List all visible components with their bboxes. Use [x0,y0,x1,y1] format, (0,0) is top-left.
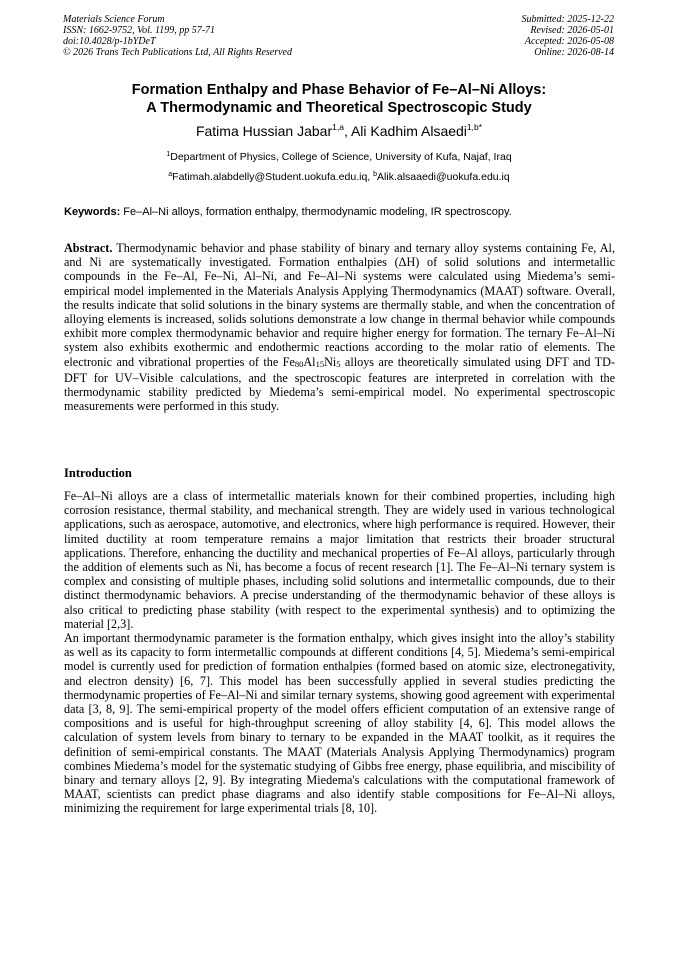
revised-date: Revised: 2026-05-01 [530,25,614,36]
doi-line: doi:10.4028/p-1bYDeT [63,36,156,47]
keywords-text: Fe–Al–Ni alloys, formation enthalpy, thermodynamic modeling, IR spectroscopy. [120,206,512,218]
keywords-label: Keywords: [64,206,121,218]
abstract-text-part-2: alloys are theoretically simulated using DFT and TD-DFT for UV–Visible calculations, and the spectroscopic features are interpreted in correlation with the thermodynamic stability predicted by Miedema’s semi-empirical model. No experimental spectroscopic measurements were performed in this study. [64,354,615,414]
publication-dates [522,14,615,58]
keywords [64,205,616,220]
journal-name: Materials Science Forum [63,14,165,25]
email-a-mark: a [168,171,173,178]
copyright-line: © 2026 Trans Tech Publications Ltd, All Rights Reserved [63,47,292,58]
email-b-mark: b [373,171,378,178]
abstract-subscript-ni: 5 [336,358,341,369]
abstract-text-part-1: Thermodynamic behavior and phase stability of binary and ternary alloy systems containing Fe, Al, and Ni are systematically investigated. Formation enthalpies (ΔH) of solid solutions and intermetallic compounds in the Fe–Al, Fe–Ni, Al–Ni, and Fe–Al–Ni systems were calculated using Miedema’s semi-empirical model implemented in the Materials Analysis Applying Thermodynamics (MAAT) software. Overall, the results indicate that solid solutions in the binary systems are thermally stable, and when the concentration of alloying elements is increased, solids solutions demonstrate a low change in thermal behavior while compounds exhibit more complex thermodynamic behavior and require higher energy for formation. The ternary Fe–Al–Ni system also exhibits exothermic and endothermic reactions according to the molar ratio of elements. The electronic and vibrational properties of the Fe [64,241,615,369]
affiliation [40,150,638,164]
introduction-paragraph-2: An important thermodynamic parameter is the formation enthalpy, which gives insight into the alloy’s stability as well as its capacity to form intermetallic compounds at different conditions [4, 5]. Miedema’s semi-empirical model is currently used for prediction of formation enthalpies (formed based on atomic size, electronegativity, and electron density) [6, 7]. This model has been successfully applied in several studies predicting the thermodynamic properties of Fe–Al–Ni and similar ternary systems, showing good agreement with experimental data [3, 8, 9]. The semi-empirical property of the model offers efficient computation of an extensive range of compositions and is useful for high-throughput screening of alloy stability [4, 6]. This model allows the calculation of system levels from binary to ternary to be expanded in the MAAT toolkit, as it requires the definition of semi-empirical constants. The MAAT (Materials Analysis Applying Thermodynamics) program combines Miedema’s model for the systematic studying of Gibbs free energy, phase equilibria, and miscibility of binary and ternary alloys [2, 9]. By integrating Miedema's calculations with the computational framework of MAAT, scientists can predict phase diagrams and also identify stable compositions for Fe–Al–Ni alloys, minimizing the requirement for large experimental trials [8, 10]. [64,631,615,816]
abstract [64,241,615,413]
introduction-heading: Introduction [64,466,132,480]
introduction-body [64,489,615,816]
abstract-formula-al: Al [303,354,316,369]
author-separator: , [343,123,351,139]
abstract-formula-ni: Ni [324,354,337,369]
abstract-label: Abstract. [64,241,113,255]
author-list [40,122,638,140]
title-line-2: A Thermodynamic and Theoretical Spectroscopic Study [146,100,532,116]
author-2-affiliation-mark: 1,b* [466,122,483,132]
email-b[interactable]: Alik.alsaaedi@uokufa.edu.iq [377,171,510,183]
abstract-subscript-fe: 80 [294,358,304,369]
affiliation-mark: 1 [166,151,171,158]
journal-info [63,14,292,58]
issn-line: ISSN: 1662-9752, Vol. 1199, pp 57-71 [63,25,216,36]
author-2: Ali Kadhim Alsaedi [350,123,467,139]
abstract-subscript-al: 15 [315,358,325,369]
online-date: Online: 2026-08-14 [534,47,614,58]
paper-title [40,81,638,117]
email-separator: , [367,171,374,183]
accepted-date: Accepted: 2026-05-08 [524,36,614,47]
affiliation-text: Department of Physics, College of Science, University of Kufa, Najaf, Iraq [170,151,512,163]
submitted-date: Submitted: 2025-12-22 [521,14,614,25]
author-1-affiliation-mark: 1,a [332,122,344,132]
email-a[interactable]: Fatimah.alabdelly@Student.uokufa.edu.iq [172,171,368,183]
author-1: Fatima Hussian Jabar [195,123,333,139]
introduction-paragraph-1: Fe–Al–Ni alloys are a class of intermetallic materials known for their combined properties, including high corrosion resistance, thermal stability, and mechanical strength. They are widely used in various technological applications, such as aerospace, automotive, and electronics, where high performance is required. However, their limited ductility at room temperature remains a major limitation that restricts their broader structural applications. Therefore, enhancing the ductility and mechanical properties of Fe–Al alloys, particularly through the addition of elements such as Ni, has become a focus of recent research [1]. The Fe–Al–Ni ternary system is complex and consisting of multiple phases, including solid solutions and intermetallic compounds, due to their distinct thermodynamic behaviors. A precise understanding of the thermodynamic behavior of these alloys is also critical to predicting phase stability (with respect to the experimental synthesis) and to optimizing the material [2,3]. [64,489,615,631]
title-line-1: Formation Enthalpy and Phase Behavior of Fe–Al–Ni Alloys: [131,82,547,98]
author-emails [40,170,638,184]
